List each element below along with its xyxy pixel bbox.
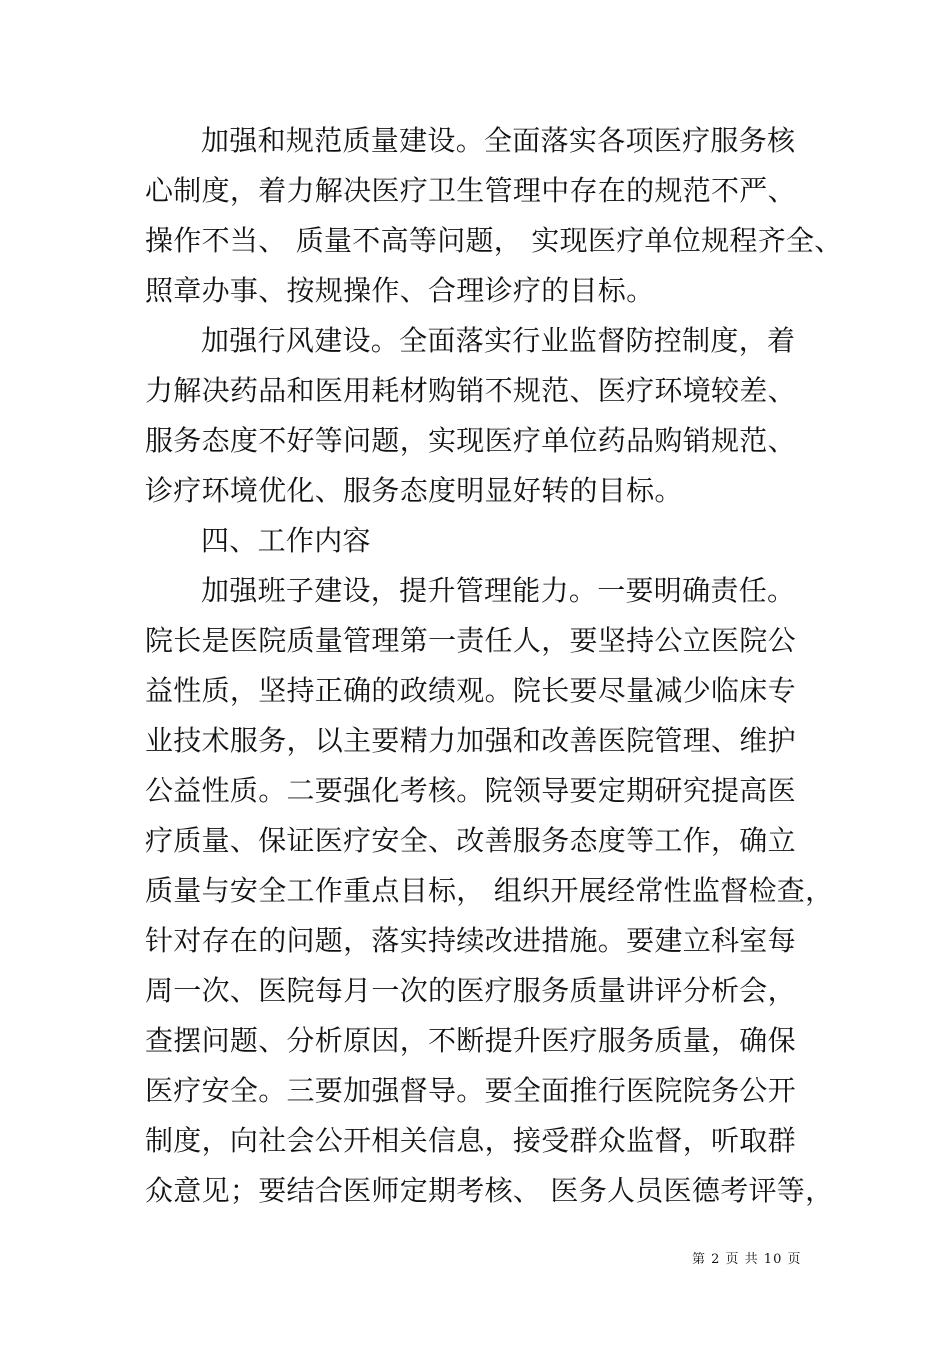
- paragraph-1-line-3: 操作不当、 质量不高等问题， 实现医疗单位规程齐全、: [145, 224, 843, 257]
- paragraph-3-line-2: 院长是医院质量管理第一责任人，要坚持公立医院公: [145, 624, 796, 657]
- section-heading: 四、工作内容: [201, 524, 371, 557]
- paragraph-2-line-3: 服务态度不好等问题，实现医疗单位药品购销规范、: [145, 424, 796, 457]
- paragraph-3-line-8: 针对存在的问题，落实持续改进措施。要建立科室每: [145, 924, 796, 957]
- paragraph-3-line-9: 周一次、医院每月一次的医疗服务质量讲评分析会，: [145, 974, 796, 1007]
- paragraph-3-line-1: 加强班子建设，提升管理能力。一要明确责任。: [201, 574, 796, 607]
- paragraph-3-line-12: 制度，向社会公开相关信息，接受群众监督，听取群: [145, 1124, 796, 1157]
- paragraph-3-line-3: 益性质，坚持正确的政绩观。院长要尽量减少临床专: [145, 674, 796, 707]
- paragraph-2-line-1: 加强行风建设。全面落实行业监督防控制度，着: [201, 324, 796, 357]
- paragraph-1-line-4: 照章办事、按规操作、合理诊疗的目标。: [145, 274, 655, 307]
- paragraph-1-line-1: 加强和规范质量建设。全面落实各项医疗服务核: [201, 124, 796, 157]
- paragraph-2-line-2: 力解决药品和医用耗材购销不规范、医疗环境较差、: [145, 374, 796, 407]
- paragraph-3-line-7: 质量与安全工作重点目标， 组织开展经常性监督检查，: [145, 874, 834, 907]
- paragraph-3-line-11: 医疗安全。三要加强督导。要全面推行医院院务公开: [145, 1074, 796, 1107]
- paragraph-3-line-10: 查摆问题、分析原因，不断提升医疗服务质量，确保: [145, 1024, 796, 1057]
- paragraph-3-line-4: 业技术服务，以主要精力加强和改善医院管理、维护: [145, 724, 796, 757]
- paragraph-3-line-6: 疗质量、保证医疗安全、改善服务态度等工作，确立: [145, 824, 796, 857]
- paragraph-2-line-4: 诊疗环境优化、服务态度明显好转的目标。: [145, 474, 683, 507]
- paragraph-3-line-13: 众意见；要结合医师定期考核、 医务人员医德考评等，: [145, 1174, 834, 1207]
- paragraph-1-line-2: 心制度，着力解决医疗卫生管理中存在的规范不严、: [145, 174, 796, 207]
- page-indicator: 第 2 页 共 10 页: [692, 1252, 802, 1267]
- paragraph-3-line-5: 公益性质。二要强化考核。院领导要定期研究提高医: [145, 774, 796, 807]
